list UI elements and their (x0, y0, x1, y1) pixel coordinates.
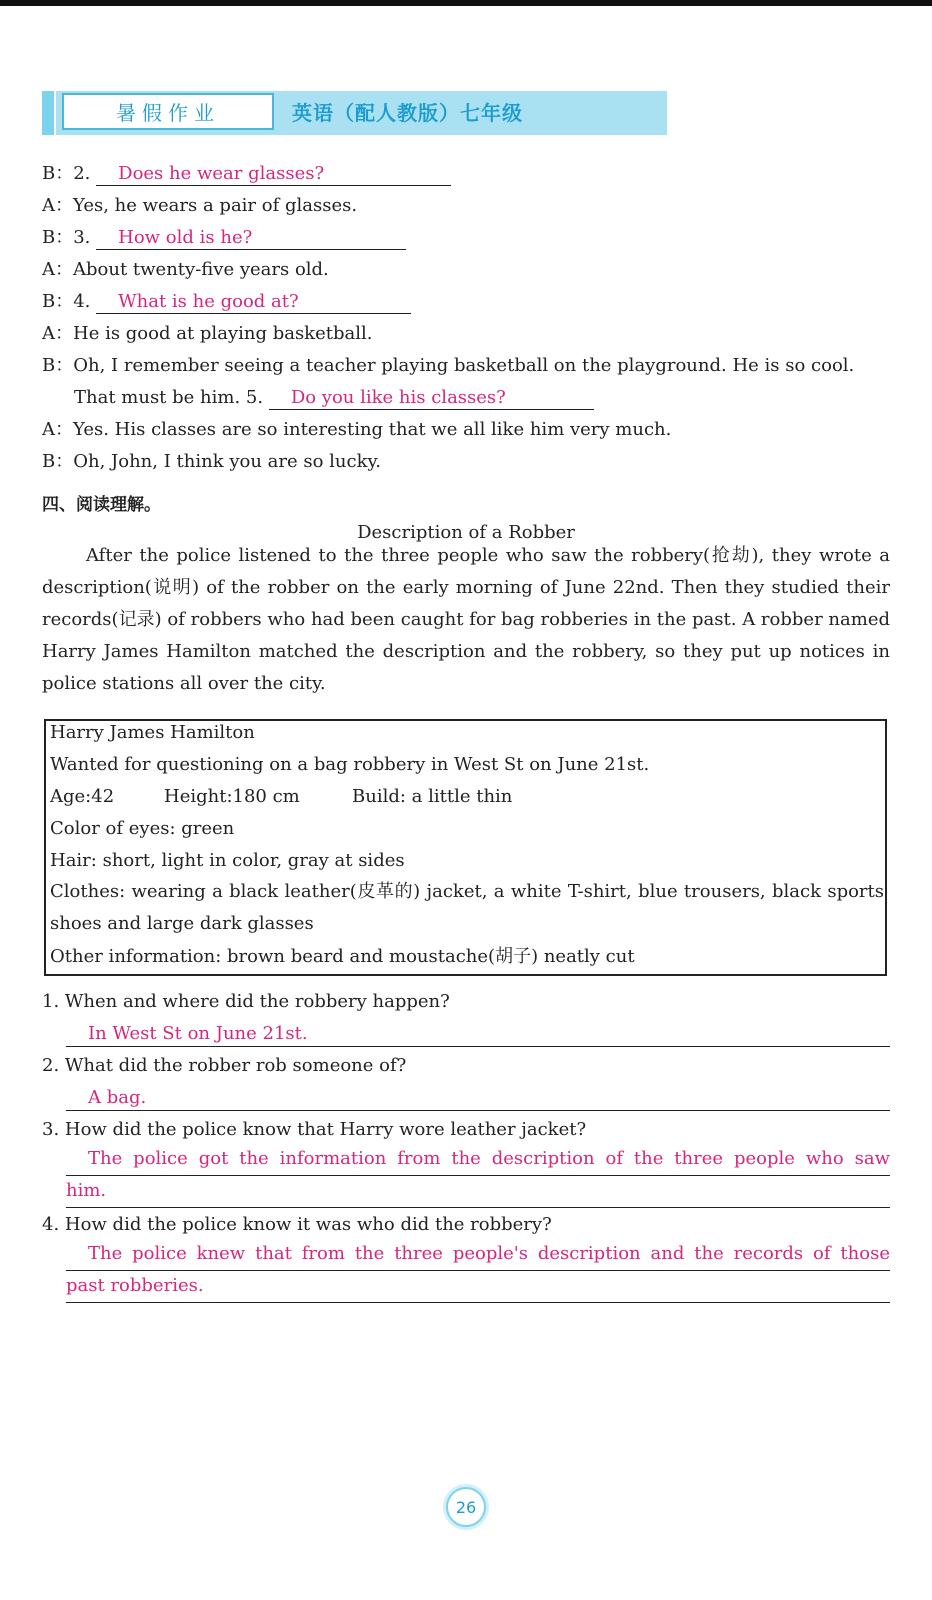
wanted-notice (44, 719, 887, 976)
dialogue-line (74, 386, 594, 410)
dialogue-line (42, 290, 411, 314)
notice-eyes: Color of eyes: green (50, 818, 235, 839)
question: 2. What did the robber rob someone of? (42, 1055, 407, 1076)
question: 3. How did the police know that Harry wore leather jacket? (42, 1119, 587, 1140)
speaker-label: B：2. (42, 163, 91, 184)
notice-clothes: Clothes: wearing a black leather(皮革的) jacket, a white T-shirt, blue trousers, black sports shoes and large dark glasses (50, 881, 884, 934)
answer-blank: Does he wear glasses? (96, 163, 451, 186)
answer-blank: Do you like his classes? (269, 387, 594, 410)
question: 1. When and where did the robbery happen? (42, 991, 450, 1012)
answer-line: past robberies. (66, 1271, 890, 1303)
speaker-label: A： (42, 323, 73, 344)
dialogue-line (42, 418, 671, 442)
answer-block (66, 1144, 890, 1208)
dialogue-line (42, 450, 381, 474)
answer-line: A bag. (66, 1086, 890, 1111)
notice-other: Other information: brown beard and moustache(胡子) neatly cut (50, 946, 635, 967)
page-number: 26 (446, 1487, 486, 1527)
dialogue-text: That must be him. 5. (74, 387, 264, 408)
notice-hair: Hair: short, light in color, gray at sides (50, 850, 405, 871)
answer-line: In West St on June 21st. (66, 1022, 890, 1047)
answer-line: The police got the information from the description of the three people who saw (66, 1144, 890, 1176)
dialogue-line (42, 354, 854, 378)
speaker-label: A： (42, 259, 73, 280)
speaker-label: A： (42, 195, 73, 216)
answer-blank: What is he good at? (96, 291, 411, 314)
page-header (42, 91, 667, 135)
speaker-label: A： (42, 419, 73, 440)
speaker-label: B：3. (42, 227, 91, 248)
dialogue-text: Oh, I remember seeing a teacher playing basketball on the playground. He is so cool. (73, 355, 855, 376)
dialogue-text: He is good at playing basketball. (73, 323, 373, 344)
dialogue-text: Yes, he wears a pair of glasses. (73, 195, 358, 216)
dialogue-text: About twenty-five years old. (73, 259, 329, 280)
header-label: 暑假作业 (116, 101, 220, 125)
header-accent-bar (42, 91, 54, 135)
speaker-label: B：4. (42, 291, 91, 312)
section-heading: 四、阅读理解。 (42, 495, 161, 515)
answer-blank: How old is he? (96, 227, 406, 250)
speaker-label: B： (42, 355, 74, 376)
dialogue-line (42, 226, 406, 250)
speaker-label: B： (42, 451, 74, 472)
header-subject: 英语（配人教版）七年级 (292, 101, 523, 125)
question: 4. How did the police know it was who did the robbery? (42, 1214, 552, 1235)
notice-build: Build: a little thin (352, 786, 513, 807)
answer-block (66, 1239, 890, 1303)
dialogue-line (42, 194, 357, 218)
answer-line: The police knew that from the three people's description and the records of those (66, 1239, 890, 1271)
passage-text (42, 540, 890, 700)
answer-line: him. (66, 1176, 890, 1208)
passage-title: Description of a Robber (357, 522, 575, 543)
dialogue-text: Oh, John, I think you are so lucky. (73, 451, 382, 472)
dialogue-line (42, 258, 329, 282)
passage-paragraph: After the police listened to the three people who saw the robbery(抢劫), they wrote a description(说明) of the robber on the early morning of June 22nd. Then they studied their records(记录) of robbers who had been caught for bag robberies in the past. A robber named Harry James Hamilton matched the description and the robbery, so they put up notices in police stations all over the city. (42, 545, 890, 694)
dialogue-line (42, 322, 372, 346)
notice-wanted-for: Wanted for questioning on a bag robbery in West St on June 21st. (50, 754, 650, 775)
notice-age: Age:42 (50, 786, 115, 807)
top-border (0, 0, 932, 6)
dialogue-text: Yes. His classes are so interesting that we all like him very much. (73, 419, 672, 440)
notice-name: Harry James Hamilton (50, 722, 255, 743)
dialogue-line (42, 162, 451, 186)
header-label-box (62, 93, 274, 130)
notice-height: Height:180 cm (164, 786, 300, 807)
